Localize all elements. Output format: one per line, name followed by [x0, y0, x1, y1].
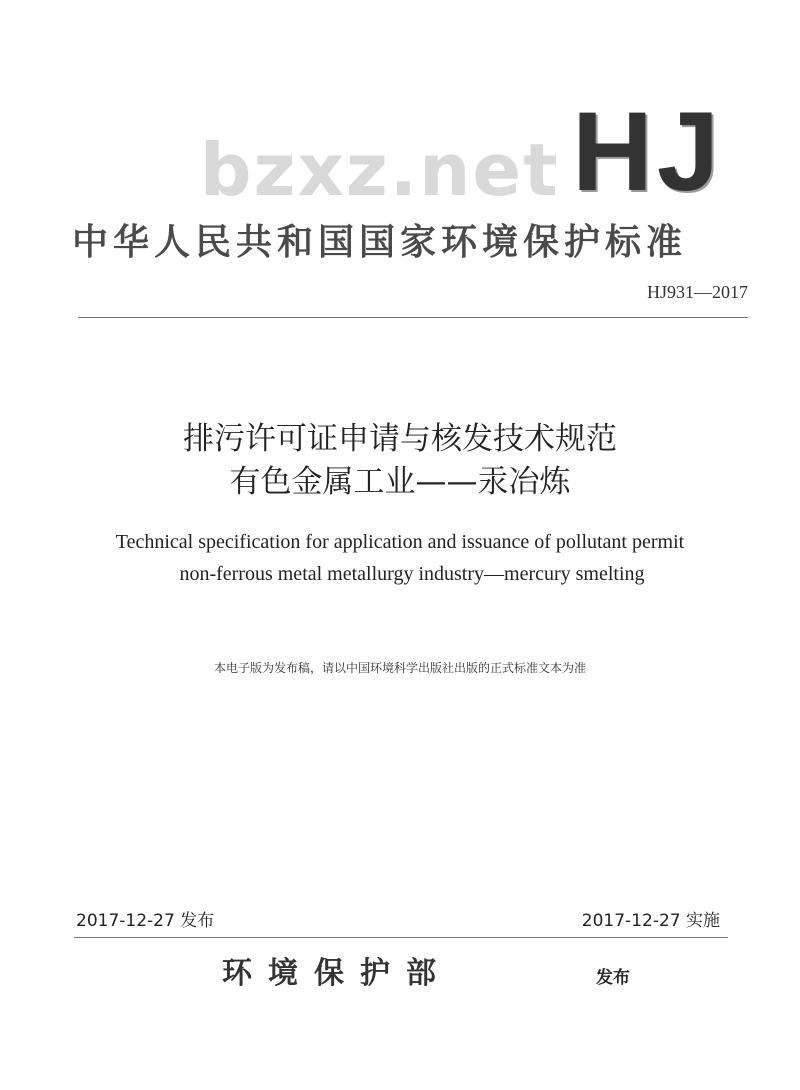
title-english-line1: Technical specification for application and issuance of pollutant permit — [115, 531, 685, 553]
watermark: bzxz.net — [200, 128, 560, 212]
title-chinese-line2: 有色金属工业——汞冶炼 — [229, 464, 571, 500]
top-divider — [78, 317, 748, 318]
implementation-date: 2017-12-27 实施 — [581, 911, 720, 931]
national-standard-heading: 中华人民共和国国家环境保护标准 — [72, 221, 688, 263]
issue-date: 2017-12-27 发布 — [76, 911, 215, 931]
publish-label: 发布 — [596, 968, 630, 988]
publisher-name: 环境保护部 — [222, 956, 452, 991]
bottom-divider — [74, 937, 728, 938]
title-english-line2: non-ferrous metal metallurgy industry—mercury smelting — [179, 563, 645, 585]
edition-notice: 本电子版为发布稿，请以中国环境科学出版社出版的正式标准文本为准 — [213, 661, 586, 675]
hj-logo: HJ — [572, 89, 724, 214]
title-chinese-line1: 排污许可证申请与核发技术规范 — [183, 421, 617, 457]
standard-number: HJ931—2017 — [646, 282, 748, 302]
